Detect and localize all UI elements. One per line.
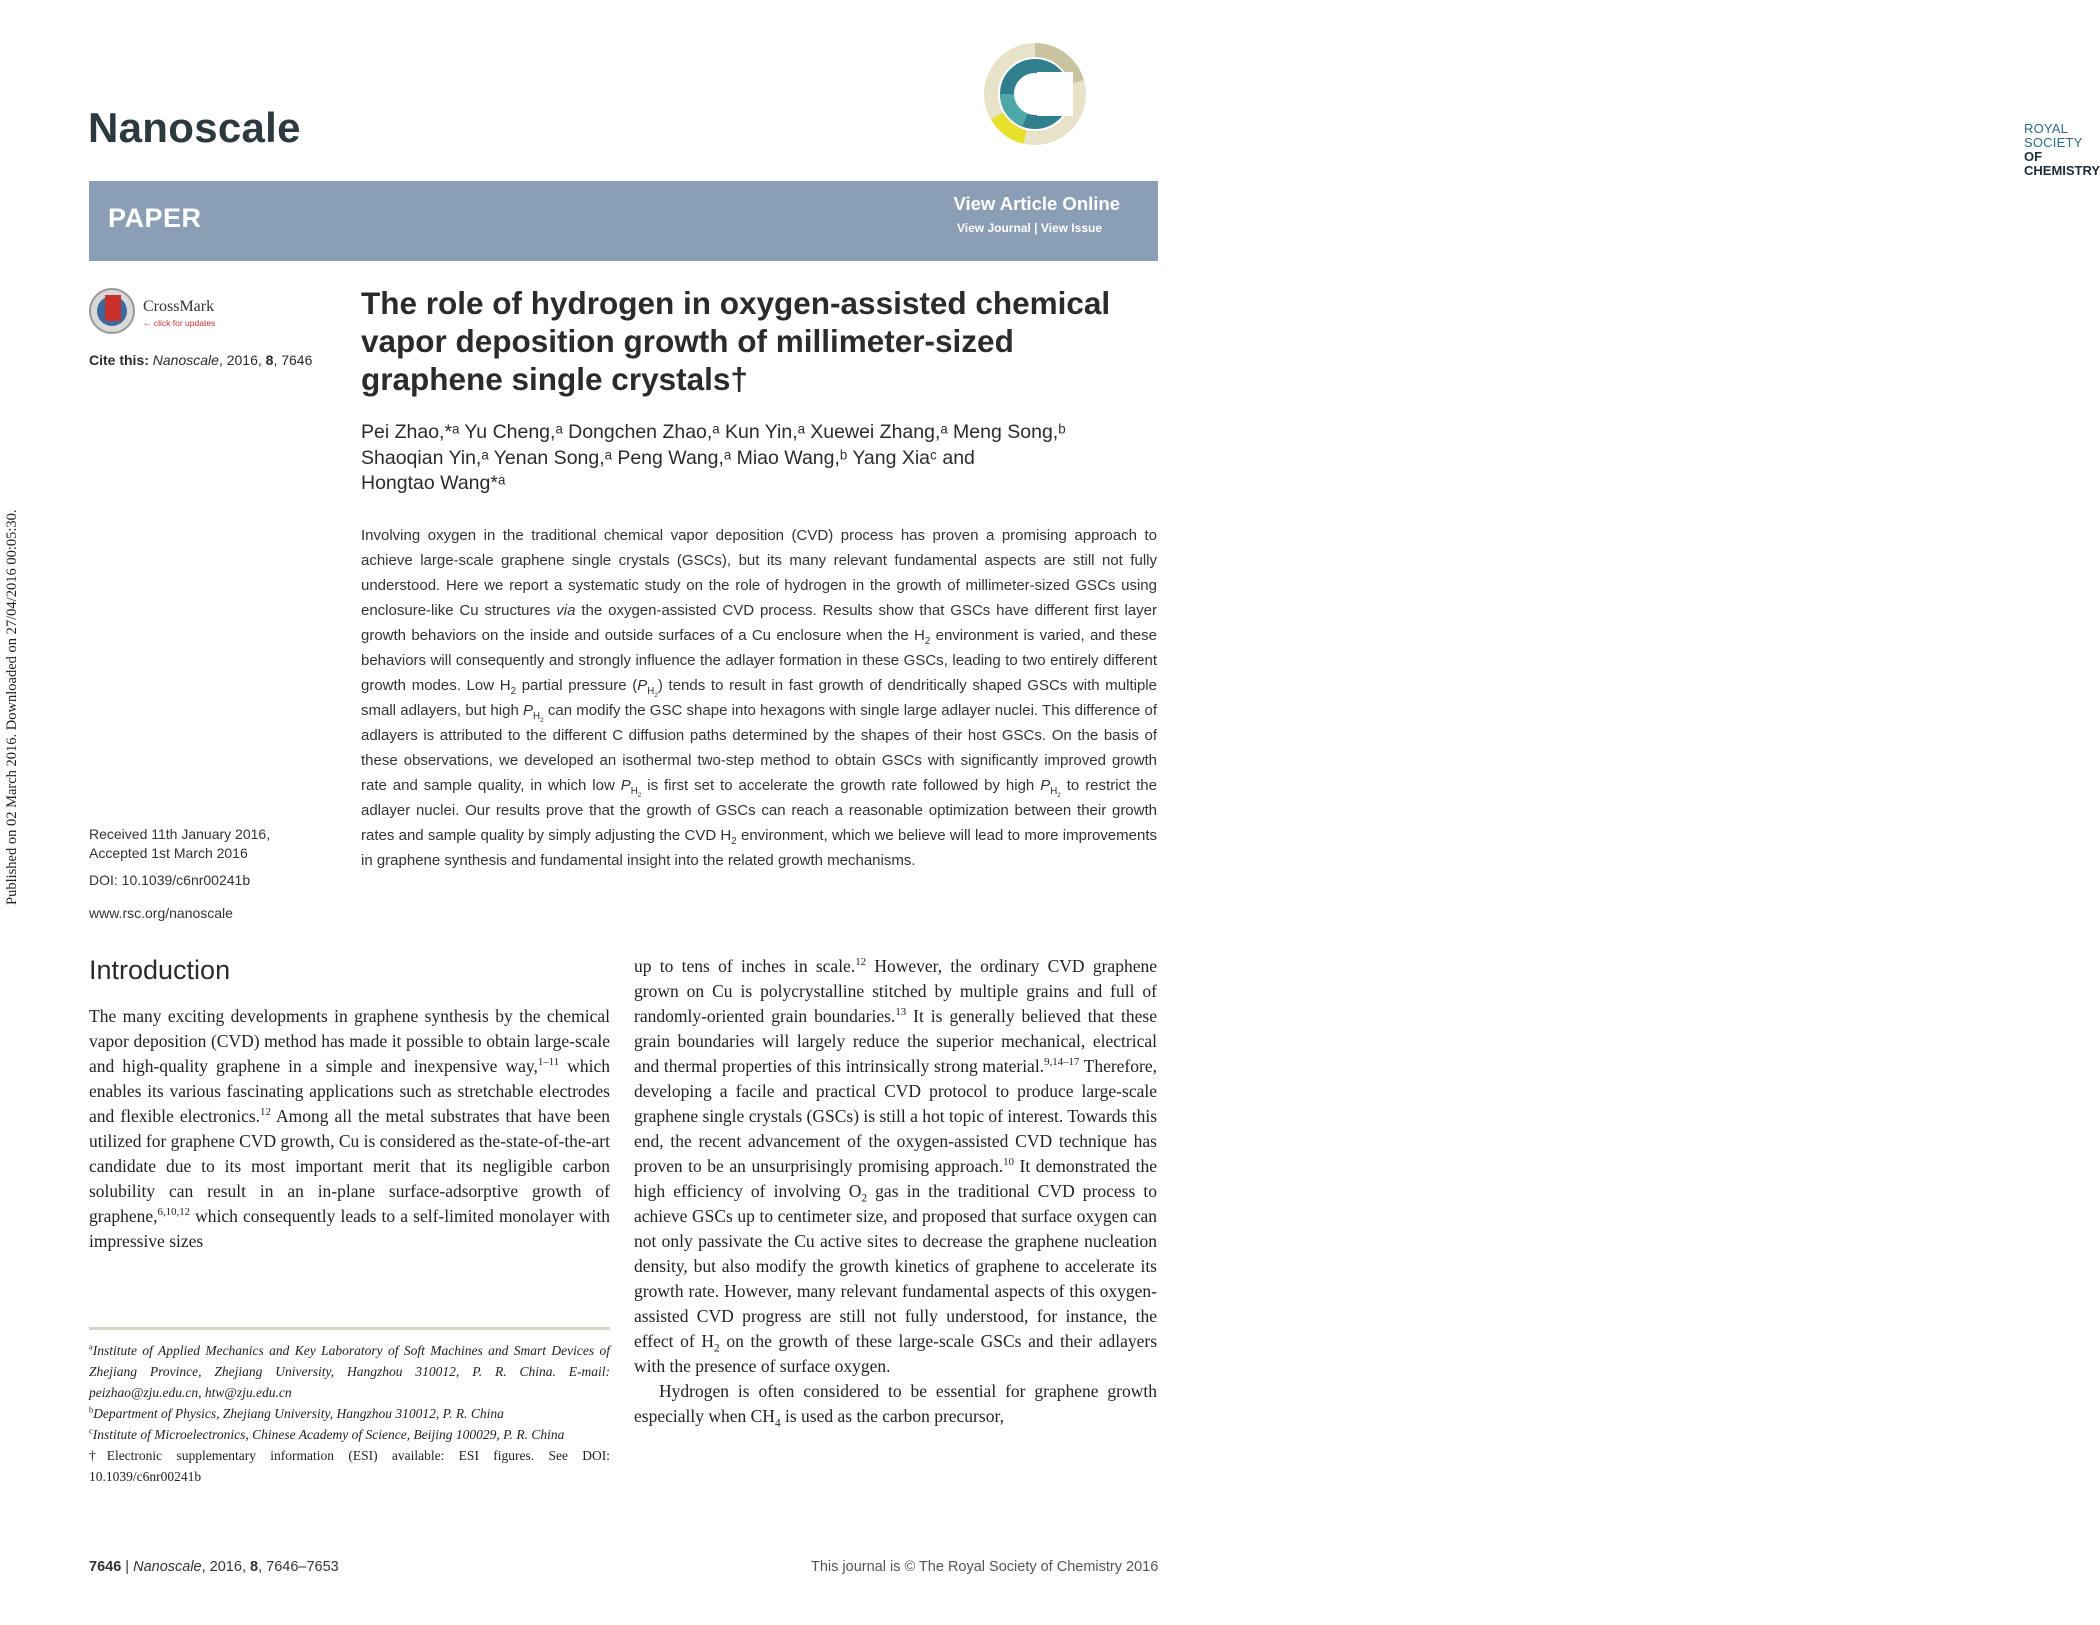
footnote-b: $^b$Department of Physics, Zhejiang University, Hangzhou 310012, P. R. China [89, 1405, 504, 1421]
cite-label: Cite this: [89, 352, 149, 368]
footnote-c: $^c$Institute of Microelectronics, Chinese Academy of Science, Beijing 100029, P. R. China [89, 1426, 565, 1442]
author-list [361, 420, 1161, 497]
rsc-logo-icon [985, 42, 1155, 152]
page-footer-left: 7646 | Nanoscale, 2016, 8, 7646–7653 [89, 1559, 339, 1575]
authors-line: Pei Zhao,*ᵃ Yu Cheng,ᵃ Dongchen Zhao,ᵃ Kun Yin,ᵃ Xuewei Zhang,ᵃ Meng Song,ᵇ [361, 421, 1066, 443]
abstract: Involving oxygen in the traditional chemical vapor deposition (CVD) process has proven a promising approach to achieve large-scale graphene single crystals (GSCs), but its many relevant fundamental aspects are still not fully understood. Here we report a systematic study on the role of hydrogen in the growth of millimeter-sized GSCs using enclosure-like Cu structures via the oxygen-assisted CVD process. Results show that GSCs have different first layer growth behaviors on the inside and outside surfaces of a Cu enclosure when the $H_2$ environment is varied, and these behaviors will consequently and strongly influence the adlayer formation in these GSCs, leading to two entirely different growth modes. Low $H_2$ partial pressure $(P_{H_2})$ tends to result in fast growth of dendritically shaped GSCs with multiple small adlayers, but high $P_{H_2}$ can modify the GSC shape into hexagons with single large adlayer nuclei. This difference of adlayers is attributed to the different C diffusion paths determined by the shapes of their host GSCs. On the basis of these observations, we developed an isothermal two-step method to obtain GSCs with significantly improved growth rate and sample quality, in which low $P_{H_2}$ is first set to accelerate the growth rate followed by high $P_{H_2}$ to restrict the adlayer nuclei. Our results prove that the growth of GSCs can reach a reasonable optimization between their growth rates and sample quality by simply adjusting the CVD $H_2$ environment, which we believe will lead to more improvements in graphene synthesis and fundamental insight into the related growth mechanisms. [361, 527, 1157, 869]
accepted-date: Accepted 1st March 2016 [89, 845, 248, 861]
article-title: The role of hydrogen in oxygen-assisted chemical vapor deposition growth of millimeter-sized graphene single crystals† [361, 285, 1111, 397]
rsc-line1: ROYAL SOCIETY [2024, 121, 2083, 150]
footnote-divider [89, 1327, 610, 1330]
received-dates [89, 825, 270, 863]
footnote-a: $^a$Institute of Applied Mechanics and Key Laboratory of Soft Machines and Smart Devices of Zhejiang Province, Zhejiang University, Hangzhou 310012, P. R. China. E-mail: peizhao@zju.edu.cn, htw@zju.edu.cn [89, 1342, 610, 1400]
view-journal-link[interactable]: View Journal [956, 221, 1031, 235]
doi[interactable]: DOI: 10.1039/c6nr00241b [89, 872, 251, 888]
authors-line: Shaoqian Yin,ᵃ Yenan Song,ᵃ Peng Wang,ᵃ Miao Wang,ᵇ Yang Xiaᶜ and [361, 446, 975, 469]
footnote-esi: †Electronic supplementary information (ESI) available: ESI figures. See DOI: 10.1039/c6nr00241b [89, 1448, 610, 1484]
crossmark-icon [89, 288, 135, 334]
footnotes [89, 1340, 610, 1487]
publication-side-note: Published on 02 March 2016. Downloaded on 27/04/2016 00:05:30. [4, 509, 20, 905]
view-issue-link[interactable]: View Issue [1040, 221, 1102, 235]
crossmark-badge[interactable] [89, 288, 229, 338]
cite-journal: Nanoscale [152, 352, 219, 368]
received-date: Received 11th January 2016, [89, 826, 271, 842]
cite-volume: 8 [265, 352, 274, 368]
footer-volume: 8 [250, 1559, 259, 1575]
journal-title: Nanoscale [88, 104, 301, 151]
rsc-line2: OF CHEMISTRY [2024, 149, 2100, 178]
crossmark-sub: ← click for updates [143, 318, 216, 328]
journal-website-link[interactable]: www.rsc.org/nanoscale [89, 905, 233, 921]
link-separator: | [1034, 221, 1038, 235]
section-label: PAPER [108, 203, 202, 233]
section-heading: Introduction [89, 955, 231, 985]
crossmark-name: CrossMark [143, 298, 215, 315]
authors-line: Hongtao Wang*ᵃ [361, 472, 506, 494]
rsc-logo-text [2024, 122, 2100, 178]
citation: Cite this: Nanoscale, 2016, 8, 7646 [89, 352, 313, 368]
body-column-left: The many exciting developments in graphene synthesis by the chemical vapor deposition (CVD) method has made it possible to obtain large-scale and high-quality graphene in a simple and inexpensive way,$^{1-11}$ which enables its various fascinating applications such as stretchable electrodes and flexible electronics.$^{12}$ Among all the metal substrates that have been utilized for graphene CVD growth, Cu is considered as the-state-of-the-art candidate due to its most important merit that its negligible carbon solubility can result in an in-plane surface-adsorptive growth of graphene,$^{6,10,12}$ which consequently leads to a self-limited monolayer with impressive sizes [89, 1006, 610, 1251]
footer-journal: Nanoscale [133, 1559, 202, 1575]
header-banner [89, 181, 1158, 261]
view-article-online-link[interactable]: View Article Online [953, 193, 1120, 214]
copyright-notice: This journal is © The Royal Society of Chemistry 2016 [811, 1559, 1159, 1575]
body-column-right: up to tens of inches in scale.$^{12}$ However, the ordinary CVD graphene grown on Cu is polycrystalline stitched by multiple grains and full of randomly-oriented grain boundaries.$^{13}$ It is generally believed that these grain boundaries will largely reduce the superior mechanical, electrical and thermal properties of this intrinsically strong material.$^{9,14-17}$ Therefore, developing a facile and practical CVD protocol to produce large-scale graphene single crystals (GSCs) is still a hot topic of interest. Towards this end, the recent advancement of the oxygen-assisted CVD technique has proven to be an unsurprisingly promising approach.$^{10}$ It demonstrated the high efficiency of involving $O_2$ gas in the traditional CVD process to achieve GSCs up to centimeter size, and proposed that surface oxygen can not only passivate the Cu active sites to decrease the graphene nucleation density, but also modify the growth kinetics of graphene to accelerate its growth rate. However, many relevant fundamental aspects of this oxygen-assisted CVD progress are still not fully understood, for instance, the effect of $H_2$ on the growth of these large-scale GSCs and their adlayers with the presence of surface oxygen. Hydrogen is often considered to be essential for graphene growth especially when $CH_4$ is used as the carbon precursor, [634, 956, 1157, 1430]
journal-links [957, 221, 1102, 235]
page-number: 7646 [89, 1559, 122, 1575]
rsc-logo[interactable] [985, 42, 2100, 178]
